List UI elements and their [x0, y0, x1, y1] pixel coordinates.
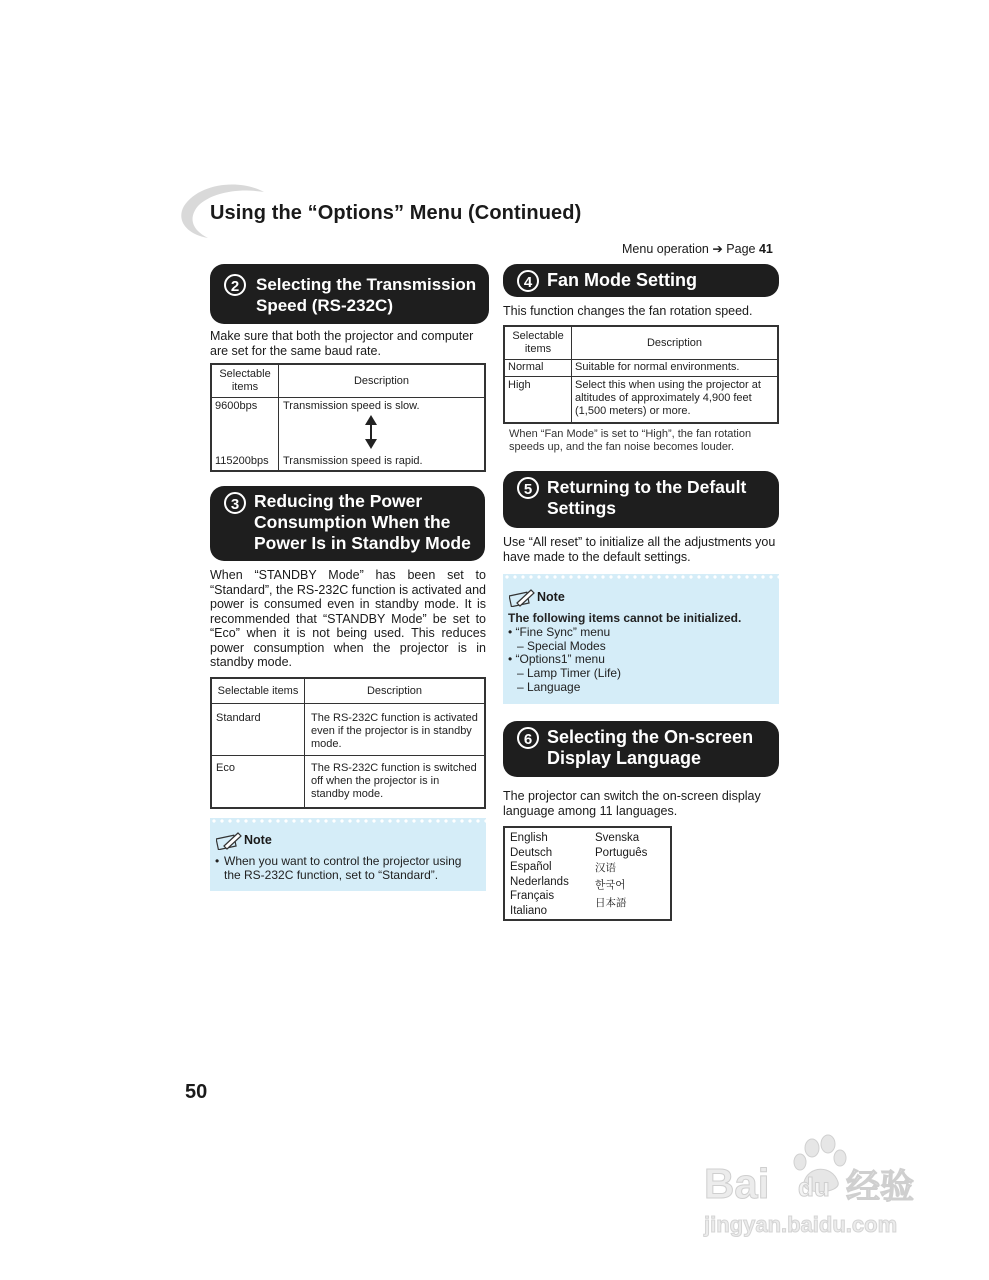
language-item: Français: [510, 890, 555, 902]
language-column-2: [595, 831, 647, 912]
section-5-header: [503, 471, 779, 528]
section-2-intro: [210, 329, 488, 358]
baud-rate-table: [210, 363, 486, 472]
standby-row1-item: Standard: [212, 703, 305, 755]
pencil-note-icon: [509, 587, 535, 607]
note-bullet: •: [215, 854, 220, 868]
section-4-header: [503, 264, 779, 297]
baud-row1-desc: Transmission speed is slow.: [283, 399, 420, 412]
baidu-watermark-logo: [700, 1130, 935, 1245]
fan-table-head-desc: Description: [572, 327, 778, 359]
section-3-header: [210, 486, 485, 561]
language-column-1: [510, 831, 569, 918]
section-3-body: When “STANDBY Mode” has been set to “Standard”, the RS-232C function is activated and power is consumed even in standby mode. It is recommended that “STANDBY Mode” be set to “Eco” when it is not being used. This reduces power consumption when the projector is in standby mode.: [210, 568, 486, 669]
note-label: [216, 830, 272, 850]
section-6-intro-line1: The projector can switch the on-screen display: [503, 789, 761, 803]
language-item: Português: [595, 846, 648, 859]
svg-text:du: du: [798, 1172, 830, 1202]
baud-table-items-cell: [212, 397, 279, 470]
language-item: Nederlands: [510, 875, 569, 888]
page-title: Using the “Options” Menu (Continued): [210, 202, 582, 224]
language-item: Español: [510, 861, 552, 873]
section-3-note: [210, 818, 486, 891]
section-2-header: [210, 264, 489, 324]
language-list-box: [503, 826, 672, 921]
standby-row2-item: Eco: [212, 755, 305, 807]
note-dotted-border: [210, 818, 486, 824]
section-5-number: 5: [517, 477, 539, 499]
language-item: 日本語: [595, 897, 627, 909]
note-dotted-border: [503, 574, 779, 580]
svg-text:经验: 经验: [846, 1167, 914, 1207]
note-heading: The following items cannot be initialized.: [508, 611, 742, 625]
standby-row1-desc: The RS-232C function is activated even if the projector is in standby mode.: [305, 703, 485, 755]
standby-table-head-items: Selectable items: [212, 679, 305, 703]
language-item: Italiano: [510, 904, 548, 917]
note-subitem-lamp-timer: – Lamp Timer (Life): [517, 666, 622, 681]
section-5-title-line2: Settings: [547, 498, 617, 518]
section-4-title: Fan Mode Setting: [547, 270, 697, 290]
baud-row2-item: 115200bps: [215, 455, 269, 467]
baud-row2-desc: Transmission speed is rapid.: [283, 455, 423, 467]
note-label-text: Note: [537, 590, 565, 604]
section-6-header: [503, 721, 779, 777]
note-subitem-special-modes: – Special Modes: [517, 638, 606, 653]
fan-row2-desc: Select this when using the projector at altitudes of approximately 4,900 feet (1,500 meters) or more.: [572, 376, 778, 422]
section-3-title-line2: Consumption When the: [254, 512, 451, 532]
section-2-title-line1: Selecting the Transmission: [256, 275, 477, 294]
section-6-intro-line2: language among 11 languages.: [503, 803, 678, 818]
svg-text:Bai: Bai: [704, 1160, 770, 1207]
language-item: Svenska: [595, 832, 640, 844]
menu-reference[interactable]: [622, 241, 773, 256]
note-label: [509, 587, 565, 607]
section-2-number: 2: [224, 274, 246, 296]
section-5-intro-line1: Use “All reset” to initialize all the adjustments you: [503, 535, 776, 549]
section-4-intro: This function changes the fan rotation speed.: [503, 304, 753, 318]
menu-ref-page: 41: [758, 242, 773, 256]
page-number: 50: [185, 1081, 208, 1103]
section-6-title-line1: Selecting the On-screen: [547, 727, 754, 747]
note-subitem-language: – Language: [517, 679, 581, 694]
baud-table-desc-cell: [279, 397, 485, 470]
section-2-title-line2: Speed (RS-232C): [256, 296, 393, 315]
section-3-note-text: [215, 855, 480, 883]
note-item-options1: • “Options1” menu: [508, 652, 605, 667]
section-5-note: [503, 574, 779, 704]
section-5-note-text: [508, 612, 776, 695]
baud-table-head-desc: Description: [279, 365, 485, 397]
menu-ref-text: Menu operation ➔ Page: [622, 242, 759, 256]
fan-mode-footnote: When “Fan Mode” is set to “High”, the fan rotation speeds up, and the fan noise becomes louder.: [509, 428, 752, 453]
section-3-number: 3: [224, 492, 246, 514]
note-body: When you want to control the projector using the RS-232C function, set to “Standard”.: [224, 854, 462, 882]
standby-row2-desc: The RS-232C function is switched off when the projector is in standby mode.: [305, 755, 485, 807]
section-2-intro-line1: Make sure that both the projector and computer: [210, 329, 474, 343]
section-3-title-line3: Power Is in Standby Mode: [254, 533, 471, 553]
section-6-intro: [503, 789, 783, 818]
fan-row2-item: High: [505, 376, 572, 422]
language-item: Deutsch: [510, 846, 553, 859]
standby-mode-table: [210, 677, 486, 809]
language-item: English: [510, 832, 548, 844]
section-5-intro-line2: have made to the default settings.: [503, 549, 691, 564]
pencil-note-icon: [216, 830, 242, 850]
section-5-title-line1: Returning to the Default: [547, 477, 747, 497]
fan-table-head-items: Selectable items: [505, 327, 572, 359]
section-5-intro: [503, 535, 783, 564]
standby-table-head-desc: Description: [305, 679, 485, 703]
baud-table-head-items: Selectable items: [212, 365, 279, 397]
section-6-title-line2: Display Language: [547, 748, 702, 768]
note-item-fine-sync: • “Fine Sync” menu: [508, 624, 611, 639]
fan-row1-desc: Suitable for normal environments.: [572, 359, 778, 376]
baud-row1-item: 9600bps: [215, 399, 258, 412]
section-3-title-line1: Reducing the Power: [254, 491, 423, 511]
section-4-number: 4: [517, 270, 539, 292]
section-6-number: 6: [517, 727, 539, 749]
note-label-text: Note: [244, 833, 272, 847]
fan-row1-item: Normal: [505, 359, 572, 376]
svg-text:jingyan.baidu.com: jingyan.baidu.com: [704, 1212, 898, 1237]
language-item: 汉语: [595, 862, 616, 874]
double-arrow-icon: [365, 415, 377, 449]
fan-mode-table: [503, 325, 779, 424]
language-item: 한국어: [595, 879, 626, 891]
section-2-intro-line2: are set for the same baud rate.: [210, 343, 381, 358]
